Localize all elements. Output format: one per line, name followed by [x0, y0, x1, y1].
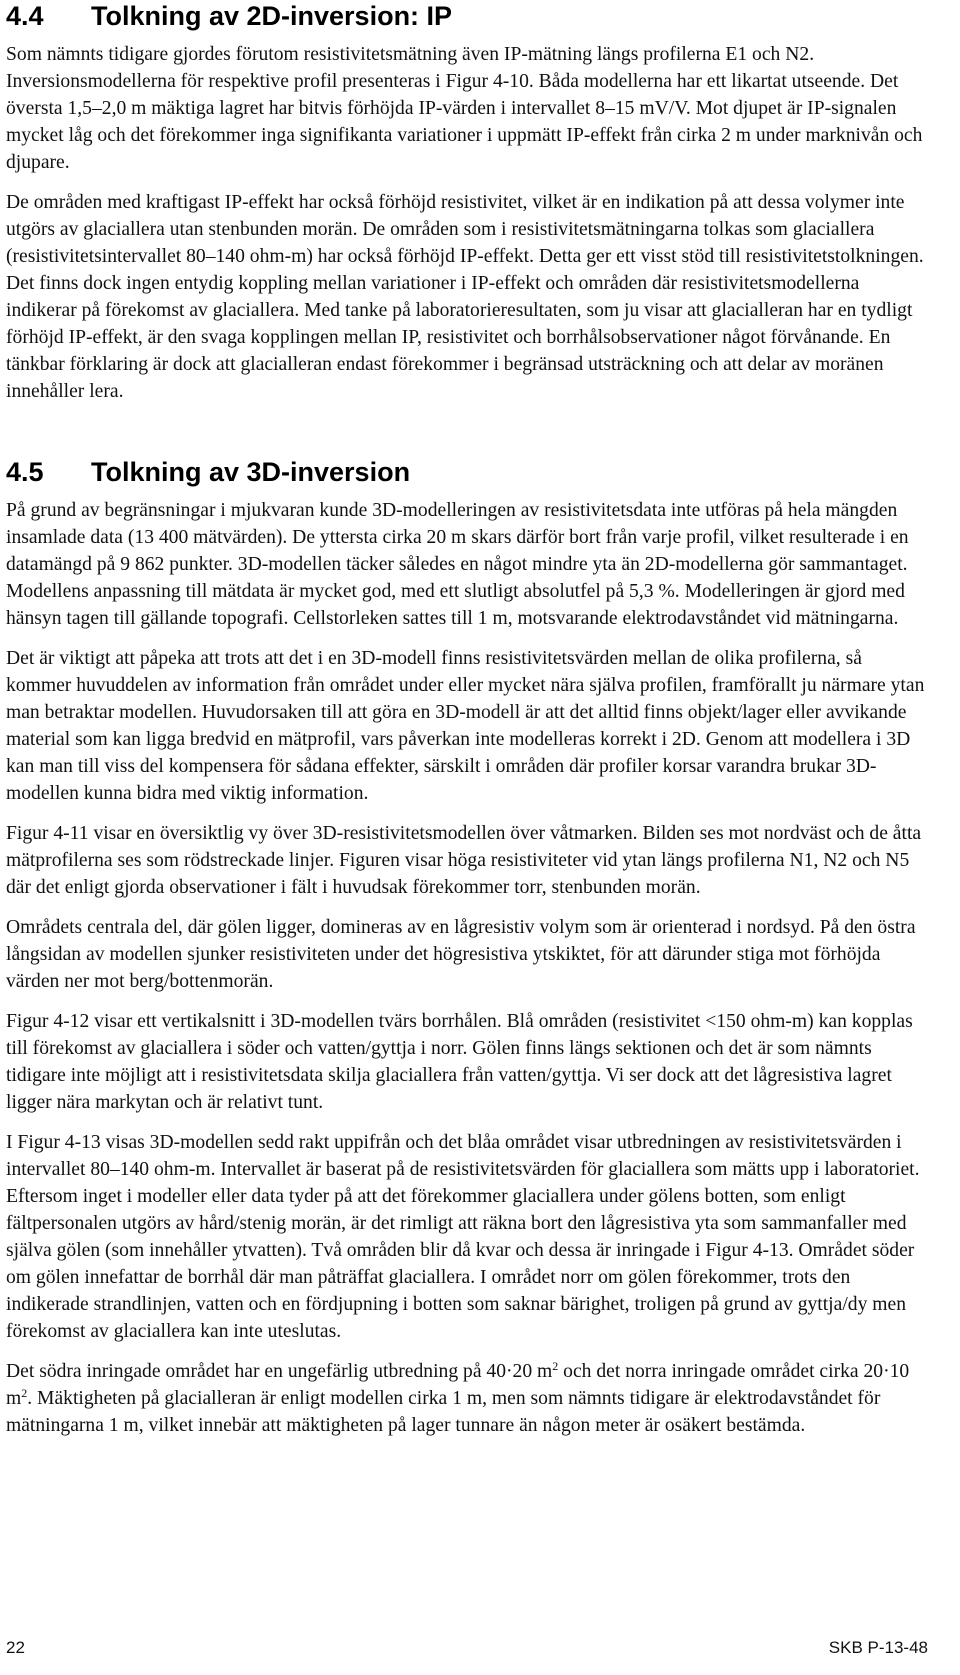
superscript: 2	[552, 1359, 559, 1373]
section-heading	[6, 456, 928, 488]
body-paragraph: Områdets centrala del, där gölen ligger, domineras av en lågresistiv volym som är orienterad i nordsyd. På den östra långsidan av modellen sjunker resistiviteten under det högresistiva ytskiktet, för att därunder stiga mot förhöjda värden ner mot berg/bottenmorän.	[6, 917, 916, 992]
section-title: Tolkning av 3D-inversion	[91, 457, 411, 487]
body-paragraph: De områden med kraftigast IP-effekt har också förhöjd resistivitet, vilket är en indikation på att dessa volymer inte utgörs av glaciallera utan stenbunden morän. De områden som i resistivitetsmätningarna tolkas som glaciallera (resistivitetsintervallet 80–140 ohm-m) har också förhöjd IP-effekt. Detta ger ett visst stöd till resistivitetstolkningen. Det finns dock ingen entydig koppling mellan variationer i IP-effekt och områden där resistivitetsmodellerna indikerar på förekomst av glaciallera. Med tanke på laboratorieresultaten, som ju visar att glacialleran har en tydligt förhöjd IP-effekt, är den svaga kopplingen mellan IP, resistivitet och borrhålsobservationer något förvånande. En tänkbar förklaring är dock att glacialleran endast förekommer i begränsad utsträckning och att delar av moränen innehåller lera.	[6, 192, 924, 402]
body-paragraph: Figur 4-12 visar ett vertikalsnitt i 3D-modellen tvärs borrhålen. Blå områden (resistivitet <150 ohm-m) kan kopplas till förekomst av glaciallera i söder och vatten/gyttja i norr. Gölen finns längs sektionen och det är som nämnts tidigare inte möjligt att i resistivitetsdata skilja glaciallera från vatten/gyttja. Vi ser dock att det lågresistiva lagret ligger nära markytan och är relativt tunt.	[6, 1011, 913, 1113]
section-number: 4.4	[6, 1, 44, 31]
body-paragraph	[6, 1358, 928, 1439]
text-run: och det norra inringade området cirka 20·10 m	[6, 1361, 910, 1409]
body-paragraph: I Figur 4-13 visas 3D-modellen sedd rakt uppifrån och det blåa området visar utbredningen av resistivitetsvärden i intervallet 80–140 ohm-m. Intervallet är baserat på de resistivitetsvärden för glaciallera som mätts upp i laboratoriet. Eftersom inget i modeller eller data tyder på att det förekommer glaciallera under gölens botten, som enligt fältpersonalen utgörs av hård/stenig morän, är det rimligt att räkna bort den lågresistiva yta som sammanfaller med själva gölen (som innehåller ytvatten). Två områden blir då kvar och dessa är inringade i Figur 4-13. Området söder om gölen innefattar de borrhål där man påträffat glaciallera. I området norr om gölen förekommer, trots den indikerade strandlinjen, vatten och en fördjupning i botten som saknar bärighet, troligen på grund av gyttja/dy men förekomst av glaciallera kan inte uteslutas.	[6, 1132, 920, 1342]
section-number: 4.5	[6, 457, 44, 487]
body-paragraph: Som nämnts tidigare gjordes förutom resistivitetsmätning även IP-mätning längs profilerna E1 och N2. Inversionsmodellerna för respektive profil presenteras i Figur 4-10. Båda modellerna har ett likartat utseende. Det översta 1,5–2,0 m mäktiga lagret har bitvis förhöjda IP-värden i intervallet 8–15 mV/V. Mot djupet är IP-signalen mycket låg och det förekommer inga signifikanta variationer i uppmätt IP-effekt från cirka 2 m under marknivån och djupare.	[6, 44, 923, 173]
superscript: 2	[21, 1386, 28, 1400]
report-id: SKB P-13-48	[828, 1638, 928, 1657]
section-heading	[6, 0, 928, 32]
text-run: Det södra inringade området har en ungefärlig utbredning på 40·20 m	[6, 1361, 553, 1382]
body-paragraph: På grund av begränsningar i mjukvaran kunde 3D-modelleringen av resistivitetsdata inte utföras på hela mängden insamlade data (13 400 mätvärden). De yttersta cirka 20 m skars därför bort från varje profil, vilket resulterade i en datamängd på 9 862 punkter. 3D-modellen täcker således en något mindre yta än 2D-modellerna gör sammantaget. Modellens anpassning till mätdata är mycket god, med ett slutligt absolutfel på 5,3 %. Modelleringen är gjord med hänsyn tagen till gällande topografi. Cellstorleken sattes till 1 m, motsvarande elektrodavståndet vid mätningarna.	[6, 500, 909, 629]
body-paragraph: Det är viktigt att påpeka att trots att det i en 3D-modell finns resistivitetsvärden mellan de olika profilerna, så kommer huvuddelen av information från området under eller mycket nära själva profilen, framförallt ju närmare ytan man betraktar modellen. Huvudorsaken till att göra en 3D-modell är att det alltid finns objekt/lager eller avvikande material som kan ligga bredvid en mätprofil, vars påverkan inte modelleras korrekt i 2D. Genom att modellera i 3D kan man till viss del kompensera för sådana effekter, särskilt i områden där profiler korsar varandra brukar 3D-modellen kunna bidra med viktig information.	[6, 648, 925, 804]
page-number: 22	[6, 1638, 25, 1657]
text-run: . Mäktigheten på glacialleran är enligt modellen cirka 1 m, men som nämnts tidigare är elektrodavståndet för mätningarna 1 m, vilket innebär att mäktigheten på lager tunnare än någon meter är osäkert bestämda.	[6, 1388, 881, 1436]
section-title: Tolkning av 2D-inversion: IP	[91, 1, 453, 31]
document-page	[6, 0, 928, 1439]
body-paragraph: Figur 4-11 visar en översiktlig vy över 3D-resistivitetsmodellen över våtmarken. Bilden ses mot nordväst och de åtta mätprofilerna ses som rödstreckade linjer. Figuren visar höga resistiviteter vid ytan längs profilerna N1, N2 och N5 där det enligt gjorda observationer i fält i huvudsak förekommer torr, stenbunden morän.	[6, 823, 922, 898]
